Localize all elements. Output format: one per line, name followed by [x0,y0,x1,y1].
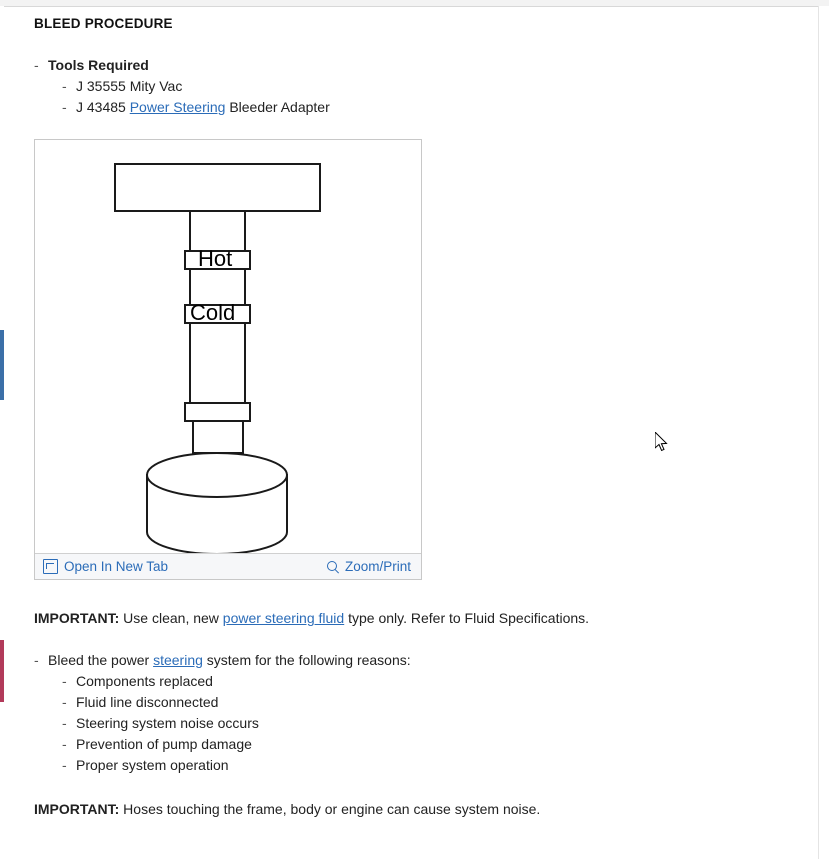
bleed-lead-post: system for the following reasons: [202,652,411,668]
tool-label-prefix: J 43485 [76,99,130,115]
important-label: IMPORTANT: [34,801,120,817]
reason-label: Steering system noise occurs [76,715,259,731]
figure-illustration[interactable] [35,140,421,553]
right-page-edge [818,6,829,859]
list-item [62,755,674,775]
list-item [62,76,674,96]
steering-link[interactable]: steering [153,652,203,668]
power-steering-link[interactable]: Power Steering [129,99,226,115]
open-in-new-tab-button[interactable] [43,559,168,574]
important-note-2 [34,801,674,817]
list-item [62,97,674,117]
tools-required-heading: Tools Required [48,57,149,73]
open-in-new-tab-icon [43,559,58,574]
bleed-reasons-sublist [62,671,674,775]
page-title: BLEED PROCEDURE [34,16,173,31]
figure-label-cold: Cold [190,300,236,325]
bleed-reasons-list [34,650,674,775]
bullet-dash-icon: - [62,715,67,731]
left-page-edge [0,6,4,859]
figure-label-hot: Hot [198,246,233,271]
magnifier-icon [327,561,339,573]
bullet-dash-icon: - [34,57,39,73]
reason-label: Prevention of pump damage [76,736,252,752]
left-accent-red [0,640,4,702]
tools-list [62,76,674,117]
reason-label: Proper system operation [76,757,229,773]
tool-label-suffix: Bleeder Adapter [225,99,330,115]
important-text-pre: Use clean, new [119,610,223,626]
figure-toolbar [35,553,421,579]
bullet-dash-icon: - [62,736,67,752]
open-in-new-tab-label: Open In New Tab [64,559,169,574]
tools-required-heading-item [34,55,674,117]
important-note-1 [34,608,674,628]
document-content [34,6,674,817]
list-item [62,713,674,733]
bleed-reasons-lead [34,650,674,775]
bleed-reasons-section [34,650,674,775]
important-label: IMPORTANT: [34,610,120,626]
left-accent-blue [0,330,4,400]
power-steering-fluid-link[interactable]: power steering fluid [222,610,345,626]
mouse-cursor [655,432,669,452]
bullet-dash-icon: - [62,673,67,689]
list-item [62,671,674,691]
tools-required-list [34,55,674,117]
important-text-post: type only. Refer to Fluid Specifications. [344,610,590,626]
bullet-dash-icon: - [62,78,67,94]
tools-required-section [34,55,674,117]
tool-label-mity-vac: J 35555 Mity Vac [76,78,183,94]
reason-label: Components replaced [76,673,213,689]
bullet-dash-icon: - [34,652,39,668]
bleed-lead-pre: Bleed the power [48,652,154,668]
figure-container [34,139,422,580]
bullet-dash-icon: - [62,694,67,710]
zoom-print-button[interactable] [327,559,411,574]
reservoir-diagram-svg [35,140,421,553]
zoom-print-label: Zoom/Print [344,559,411,574]
important-text: Hoses touching the frame, body or engine can cause system noise. [119,801,541,817]
bullet-dash-icon: - [62,757,67,773]
list-item [62,734,674,754]
list-item [62,692,674,712]
reason-label: Fluid line disconnected [76,694,219,710]
bullet-dash-icon: - [62,99,67,115]
